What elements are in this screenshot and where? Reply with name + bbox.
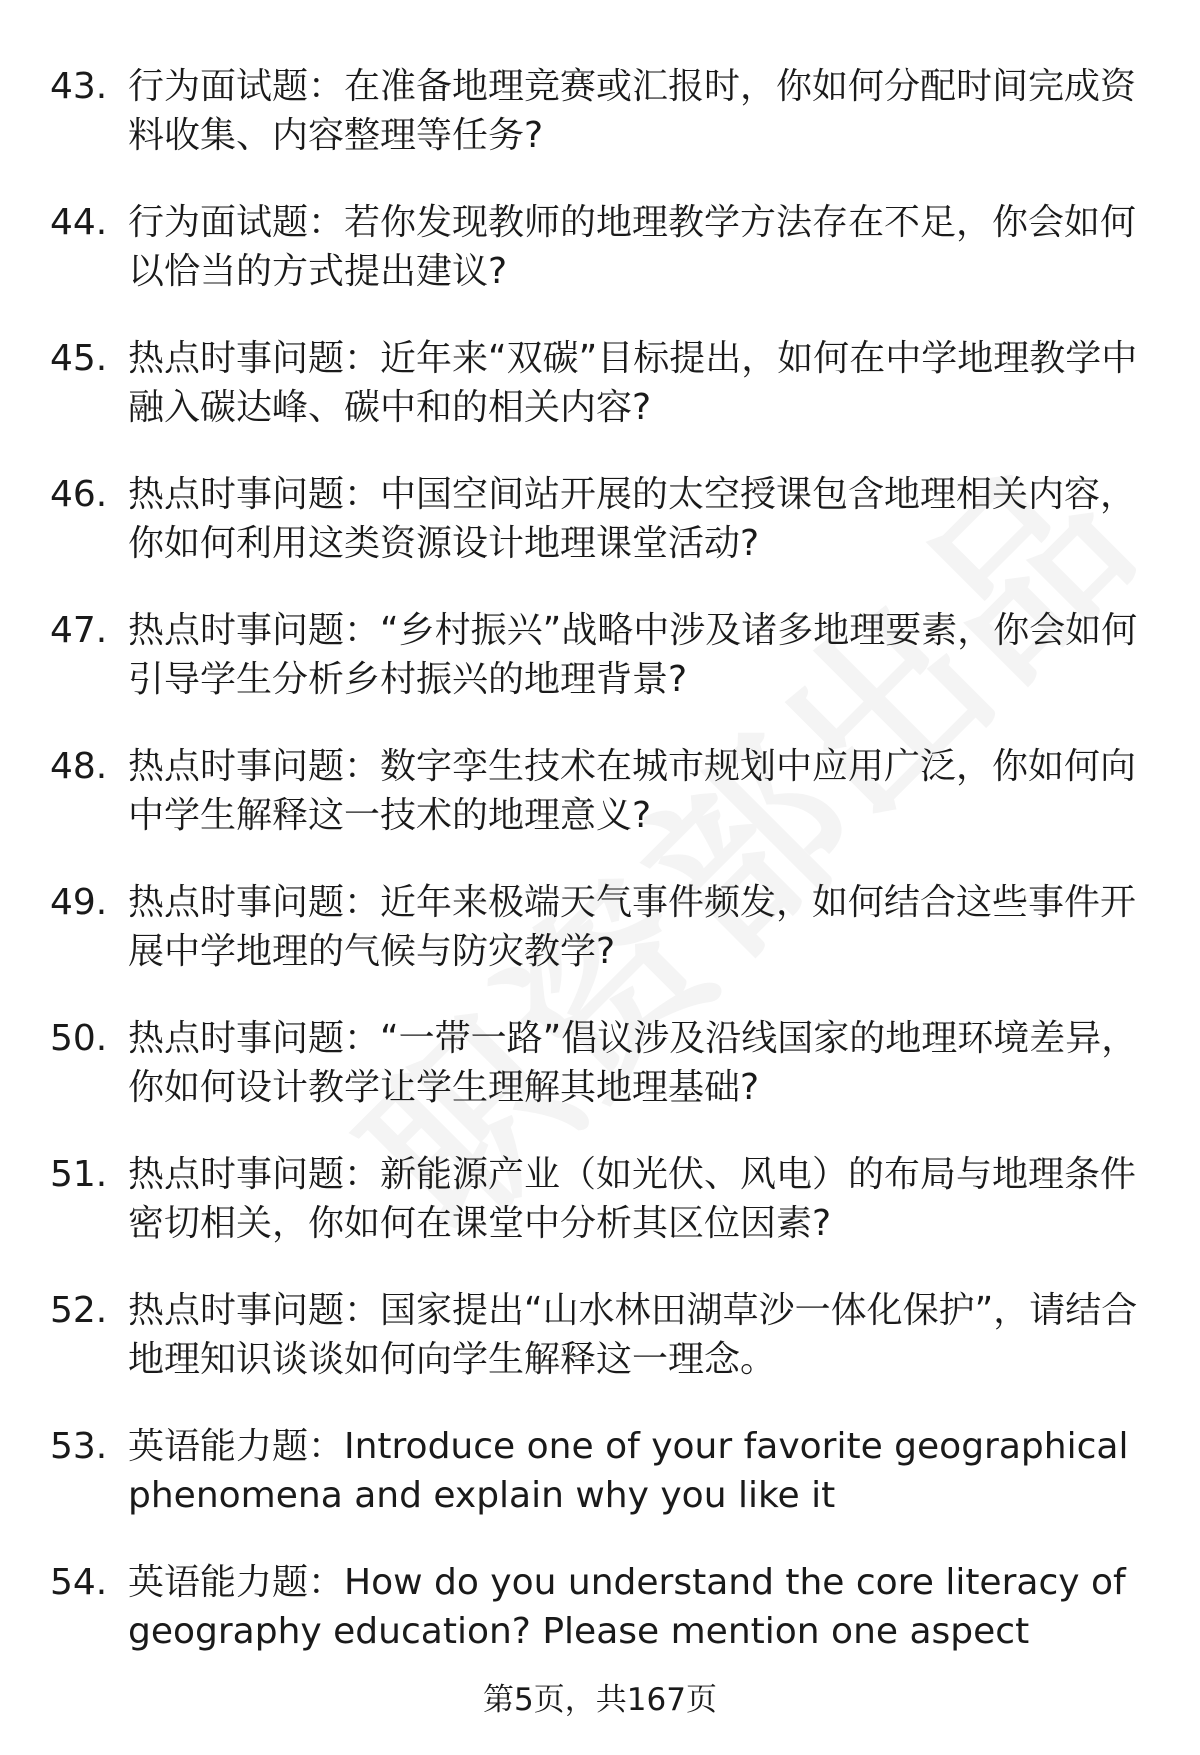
question-text: 热点时事问题：新能源产业（如光伏、风电）的布局与地理条件密切相关，你如何在课堂中分析其区位因素? xyxy=(128,1154,1137,1244)
question-text: 行为面试题：若你发现教师的地理教学方法存在不足，你会如何以恰当的方式提出建议? xyxy=(128,202,1137,292)
question-text: 热点时事问题：近年来“双碳”目标提出，如何在中学地理教学中融入碳达峰、碳中和的相关内容? xyxy=(128,338,1138,428)
question-item xyxy=(50,198,1140,296)
question-number: 47. xyxy=(50,610,108,651)
question-item xyxy=(50,606,1140,704)
page-footer: 第5页，共167页 xyxy=(483,1682,717,1718)
question-number: 43. xyxy=(50,66,108,107)
question-text: 热点时事问题：近年来极端天气事件频发，如何结合这些事件开展中学地理的气候与防灾教学? xyxy=(128,882,1137,972)
question-item xyxy=(50,878,1140,976)
question-number: 46. xyxy=(50,474,108,515)
question-item xyxy=(50,1286,1140,1384)
question-item xyxy=(50,1150,1140,1248)
question-text: 行为面试题：在准备地理竞赛或汇报时，你如何分配时间完成资料收集、内容整理等任务? xyxy=(128,66,1137,156)
question-text: 英语能力题：Introduce one of your favorite geographical phenomena and explain why you like it xyxy=(128,1426,1129,1516)
question-item xyxy=(50,742,1140,840)
question-number: 52. xyxy=(50,1290,108,1331)
question-item xyxy=(50,1014,1140,1112)
question-number: 44. xyxy=(50,202,108,243)
question-text: 热点时事问题：数字孪生技术在城市规划中应用广泛，你如何向中学生解释这一技术的地理意义? xyxy=(128,746,1137,836)
question-text: 英语能力题：How do you understand the core literacy of geography education? Please mention one aspect xyxy=(128,1562,1126,1652)
question-text: 热点时事问题：“一带一路”倡议涉及沿线国家的地理环境差异，你如何设计教学让学生理解其地理基础? xyxy=(128,1018,1138,1108)
question-item xyxy=(50,1422,1140,1520)
question-text: 热点时事问题：中国空间站开展的太空授课包含地理相关内容，你如何利用这类资源设计地理课堂活动? xyxy=(128,474,1137,564)
question-text: 热点时事问题：国家提出“山水林田湖草沙一体化保护”，请结合地理知识谈谈如何向学生解释这一理念。 xyxy=(128,1290,1138,1380)
question-number: 53. xyxy=(50,1426,108,1467)
question-list xyxy=(50,62,1140,1694)
question-number: 48. xyxy=(50,746,108,787)
question-number: 49. xyxy=(50,882,108,923)
question-number: 51. xyxy=(50,1154,108,1195)
question-item xyxy=(50,470,1140,568)
question-item xyxy=(50,62,1140,160)
question-number: 45. xyxy=(50,338,108,379)
question-text: 热点时事问题：“乡村振兴”战略中涉及诸多地理要素，你会如何引导学生分析乡村振兴的地理背景? xyxy=(128,610,1138,700)
question-item xyxy=(50,334,1140,432)
question-number: 50. xyxy=(50,1018,108,1059)
question-number: 54. xyxy=(50,1562,108,1603)
question-item xyxy=(50,1558,1140,1656)
